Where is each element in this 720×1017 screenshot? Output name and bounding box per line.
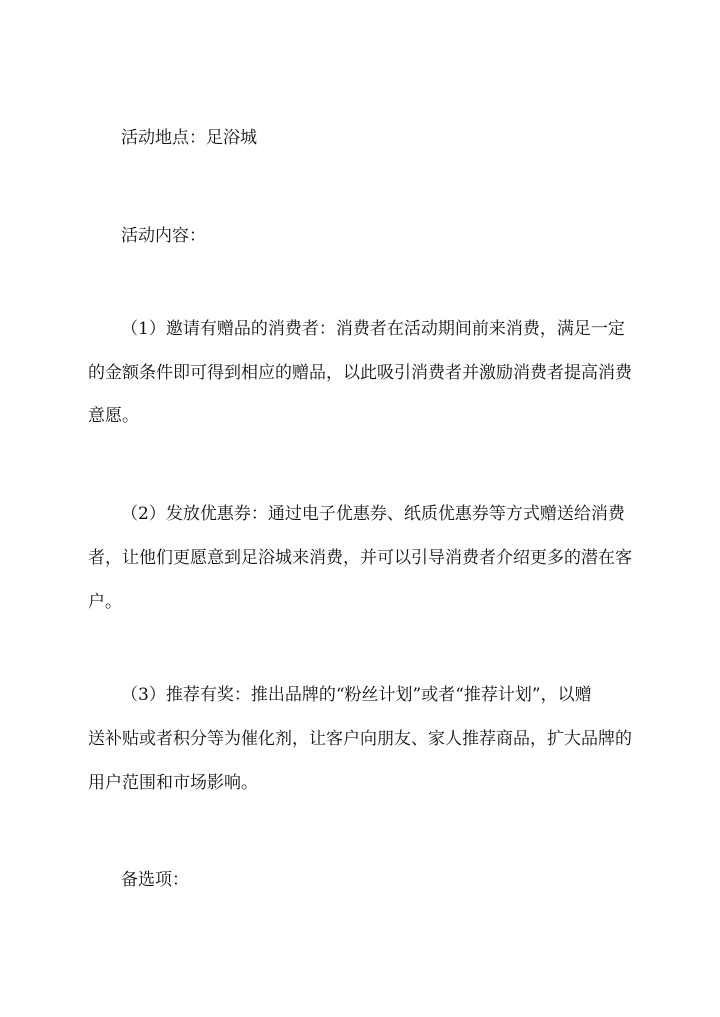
item-1-line-1: （1）邀请有赠品的消费者：消费者在活动期间前来消费，满足一定 [121, 319, 625, 339]
item-2-line-1: （2）发放优惠券：通过电子优惠券、纸质优惠券等方式赠送给消费 [121, 504, 625, 524]
item-1-line-2: 的金额条件即可得到相应的赠品，以此吸引消费者并激励消费者提高消费 [88, 363, 632, 383]
options-heading: 备选项： [121, 870, 189, 890]
content-heading: 活动内容： [121, 226, 206, 246]
item-1-line-3: 意愿。 [88, 406, 139, 426]
location-line: 活动地点：足浴城 [121, 128, 257, 148]
item-3-line-1: （3）推荐有奖：推出品牌的“粉丝计划”或者“推荐计划”，以赠 [121, 685, 592, 705]
item-2-line-2: 者，让他们更愿意到足浴城来消费，并可以引导消费者介绍更多的潜在客 [88, 548, 632, 568]
item-3-line-3: 用户范围和市场影响。 [88, 773, 258, 793]
item-3-line-2: 送补贴或者积分等为催化剂，让客户向朋友、家人推荐商品，扩大品牌的 [88, 729, 632, 749]
item-2-line-3: 户。 [88, 592, 122, 612]
